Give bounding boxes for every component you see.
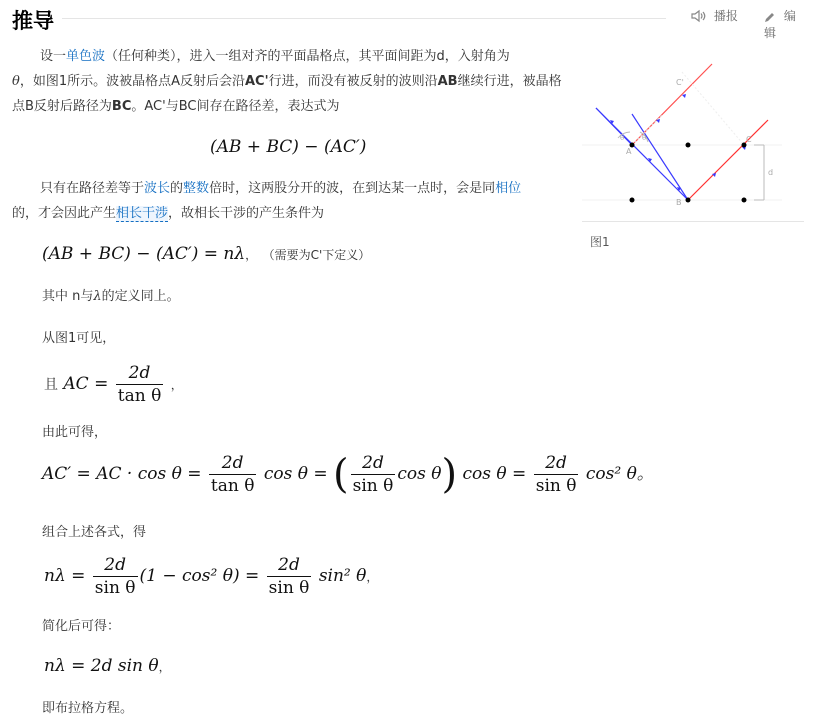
lattice-point-b [686,198,691,203]
figure-caption: 图1 [590,235,610,249]
formula-path-difference: (AB + BC) − (AC′) [210,137,367,157]
fraction: $\frac{2d}{\text{sin θ}}$ [94,555,136,598]
incident-ray-b [632,114,688,200]
link-phase[interactable]: 相位 [495,181,522,196]
paragraph-simplify: 简化后可得： [42,619,121,634]
formula-ac-prime: AC′ = AC · cos θ = $\frac{2d}{\text{tan θ}}$ cos θ = ( $\frac{2d}{\text{sin θ}}$ cos θ) cos θ = $\frac{2d}{\text{sin θ}}$ cos² θ。 [42,451,654,498]
speaker-icon [690,9,714,23]
formula-bragg-law: nλ = 2d sin θ， [44,656,171,676]
fraction: $\frac{2d}{\text{tan θ}}$ [210,453,255,496]
label-b: B [676,198,682,207]
edit-button[interactable] [764,7,804,41]
paragraph-combine: 组合上述各式，得 [42,525,147,540]
pencil-icon [764,9,784,23]
label-theta: θ [620,134,625,142]
paragraph-conclusion: 即布拉格方程。 [42,701,134,716]
lattice-point [742,198,747,203]
lattice-point [686,143,691,148]
reflected-ray-b [688,120,768,200]
link-wavelength[interactable]: 波长 [144,181,171,196]
formula-ac: 且 AC = $\frac{2d}{\text{tan θ}}$ ， [44,363,183,406]
lattice-point [630,198,635,203]
header-divider [62,18,666,19]
paragraph-from-figure: 从图1可见， [42,331,116,346]
label-theta: θ [642,134,647,142]
link-integer[interactable]: 整数 [183,181,210,196]
report-label: 播报 [713,9,738,23]
link-monochromatic-wave[interactable]: 单色波 [66,49,106,64]
paragraph-intro: 设一单色波（任何种类），进入一组对齐的平面晶格点，其平面间距为d，入射角为 θ，如图1所示。波被晶格点A反射后会沿AC'行进，而没有被反射的波则沿AB继续行进，被晶格点B反射后路径为BC。AC'与BC间存在路径差，表达式为 [12,49,562,114]
formula-note: （需要为C'下定义） [262,248,371,262]
link-constructive-interference[interactable]: 相长干涉 [116,206,169,221]
report-button[interactable] [690,7,738,24]
paragraph-definitions: 其中 n与λ的定义同上。 [42,289,180,304]
label-c-prime: C' [676,78,684,87]
section-title: 推导 [12,9,54,33]
bragg-diagram-figure [582,42,804,222]
edit-label: 编辑 [764,9,796,40]
section-header [12,4,804,40]
formula-combined: nλ = $\frac{2d}{\text{sin θ}}$ (1 − cos² θ) = $\frac{2d}{\text{sin θ}}$ sin² θ， [44,555,379,598]
label-c: C [746,135,752,144]
paragraph-condition: 只有在路径差等于波长的整数倍时，这两股分开的波，在到达某一点时，会是同相位 的，才会因此产生相长干涉，故相长干涉的产生条件为 [12,181,522,221]
wavefront-line [682,72,744,145]
bragg-diagram [582,42,804,222]
paragraph-hence: 由此可得， [42,425,108,440]
label-d: d [768,168,774,177]
fraction: $\frac{2d}{\text{sin θ}}$ [535,453,577,496]
incident-ray-path [596,108,688,200]
label-a: A [626,147,632,156]
fraction: $\frac{2d}{\text{sin θ}}$ [352,453,394,496]
fraction: $\frac{2d}{\text{sin θ}}$ [268,555,310,598]
formula-bragg-condition: (AB + BC) − (AC′) = nλ， （需要为C'下定义） [42,244,371,264]
fraction: $\frac{2d}{\text{tan θ}}$ [117,363,162,406]
